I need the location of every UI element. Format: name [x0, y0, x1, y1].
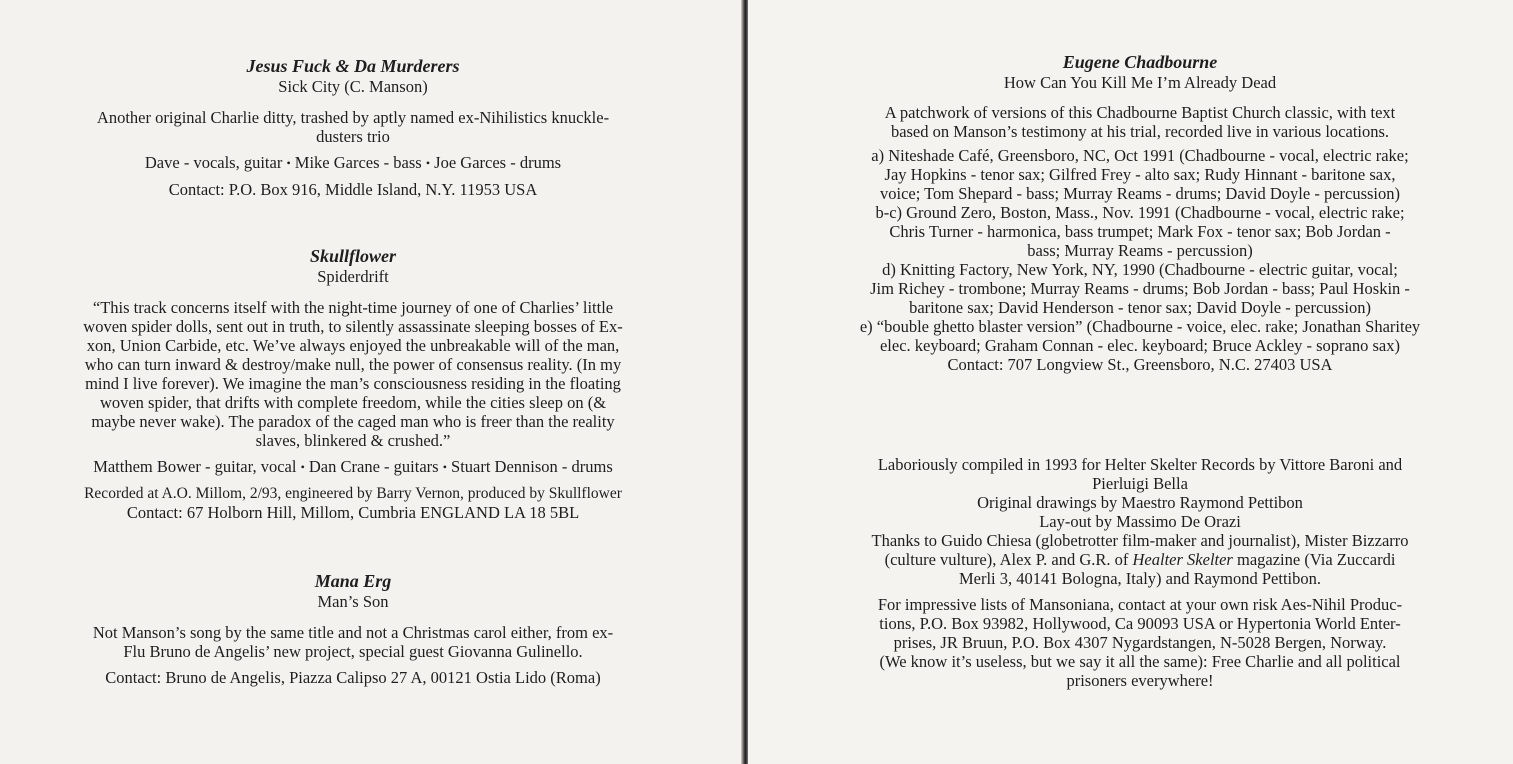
bullet: •: [286, 156, 291, 170]
layout-credit: Lay-out by Massimo De Orazi: [1039, 512, 1241, 531]
entry-jesus-fuck: [30, 56, 676, 199]
drawings-credit: Original drawings by Maestro Raymond Pettibon: [977, 493, 1303, 512]
entry-skullflower: [30, 246, 676, 522]
bullet: •: [300, 460, 305, 474]
entry-mana-erg: [30, 571, 676, 687]
description: Not Manson’s song by the same title and not a Christmas carol either, from ex- Flu Bruno de Angelis’ new project, special guest Giovanna Gulinello.: [92, 623, 614, 661]
artist-name: Skullflower: [309, 246, 397, 266]
artist-name: Mana Erg: [314, 571, 392, 591]
contact: Contact: 707 Longview St., Greensboro, N.C. 27403 USA: [947, 355, 1333, 374]
track-title: Spiderdrift: [317, 267, 389, 286]
magazine-title: Healter Skelter: [1132, 550, 1233, 569]
recording-credit: Recorded at A.O. Millom, 2/93, engineered by Barry Vernon, produced by Skullflower: [84, 485, 622, 502]
right-page: [748, 0, 1513, 764]
artist-name: Eugene Chadbourne: [1062, 52, 1218, 72]
contact-notice: For impressive lists of Mansoniana, contact at your own risk Aes-Nihil Produc- tions, P.O. Box 93982, Hollywood, Ca 90093 USA or Hypertonia World Enter- prises, JR Bruun, P.O. Box 4307 Nygardstangen, N-5028 Bergen, Norway. (We know it’s useless, but we say it all the same): Free Charlie and all political prisoners everywhere!: [877, 595, 1403, 690]
artist-name: Jesus Fuck & Da Murderers: [246, 56, 460, 76]
compiled-by: Laboriously compiled in 1993 for Helter Skelter Records by Vittore Baroni and Pierluigi Bella: [877, 455, 1403, 493]
lineup: Dave - vocals, guitar • Mike Garces - bass • Joe Garces - drums: [144, 153, 562, 172]
bullet: •: [425, 156, 431, 170]
track-title: Man’s Son: [317, 592, 389, 611]
thanks: Thanks to Guido Chiesa (globetrotter film-maker and journalist), Mister Bizzarro (culture vulture), Alex P. and G.R. of Healter Skelter magazine (Via Zuccardi Merli 3, 40141 Bologna, Italy) and Raymond Pettibon.: [871, 531, 1409, 588]
track-title: Sick City (C. Manson): [278, 77, 428, 96]
track-title: How Can You Kill Me I’m Already Dead: [1003, 73, 1277, 92]
versions-list: a) Niteshade Café, Greensboro, NC, Oct 1991 (Chadbourne - vocal, electric rake; Jay Hopkins - tenor sax; Gilfred Frey - alto sax; Rudy Hinnant - baritone sax, voice; Tom Shepard - bass; Murray Reams - drums; David Doyle - percussion) b-c) Ground Zero, Boston, Mass., Nov. 1991 (Chadbourne - vocal, electric rake; Chris Turner - harmonica, bass trumpet; Mark Fox - tenor sax; Bob Jordan - bass; Murray Reams - percussion) d) Knitting Factory, New York, NY, 1990 (Chadbourne - electric guitar, vocal; Jim Richey - trombone; Murray Reams - drums; Bob Jordan - bass; Paul Hoskin - baritone sax; David Henderson - tenor sax; David Doyle - percussion) e) “bouble ghetto blaster version” (Chadbourne - voice, elec. rake; Jonathan Sharitey elec. keyboard; Graham Connan - elec. keyboard; Bruce Ackley - soprano sax): [859, 146, 1421, 355]
description: “This track concerns itself with the night-time journey of one of Charlies’ little woven spider dolls, sent out in truth, to silently assassinate sleeping bosses of Ex- xon, Union Carbide, etc. We’ve always enjoyed the unbreakable will of the man, who can turn inward & destroy/make null, the power of consensus reality. (In my mind I live forever). We imagine the man’s consciousness residing in the floating woven spider, that drifts with complete freedom, while the cities sleep on (& maybe never wake). The paradox of the caged man who is freer than the reality slaves, blinkered & crushed.”: [83, 298, 623, 450]
contact: Contact: 67 Holborn Hill, Millom, Cumbria ENGLAND LA 18 5BL: [126, 503, 580, 522]
description: A patchwork of versions of this Chadbourne Baptist Church classic, with text based on Manson’s testimony at his trial, recorded live in various locations.: [884, 103, 1396, 141]
lineup: Matthem Bower - guitar, vocal • Dan Crane - guitars • Stuart Dennison - drums: [93, 457, 613, 476]
credits: [808, 455, 1472, 690]
entry-eugene-chadbourne: [808, 52, 1472, 374]
description: Another original Charlie ditty, trashed by aptly named ex-Nihilistics knuckle- dusters trio: [96, 108, 610, 146]
bullet: •: [442, 460, 447, 474]
contact: Contact: Bruno de Angelis, Piazza Calipso 27 A, 00121 Ostia Lido (Roma): [105, 668, 601, 687]
contact: Contact: P.O. Box 916, Middle Island, N.Y. 11953 USA: [168, 180, 538, 199]
left-page: [0, 0, 745, 764]
